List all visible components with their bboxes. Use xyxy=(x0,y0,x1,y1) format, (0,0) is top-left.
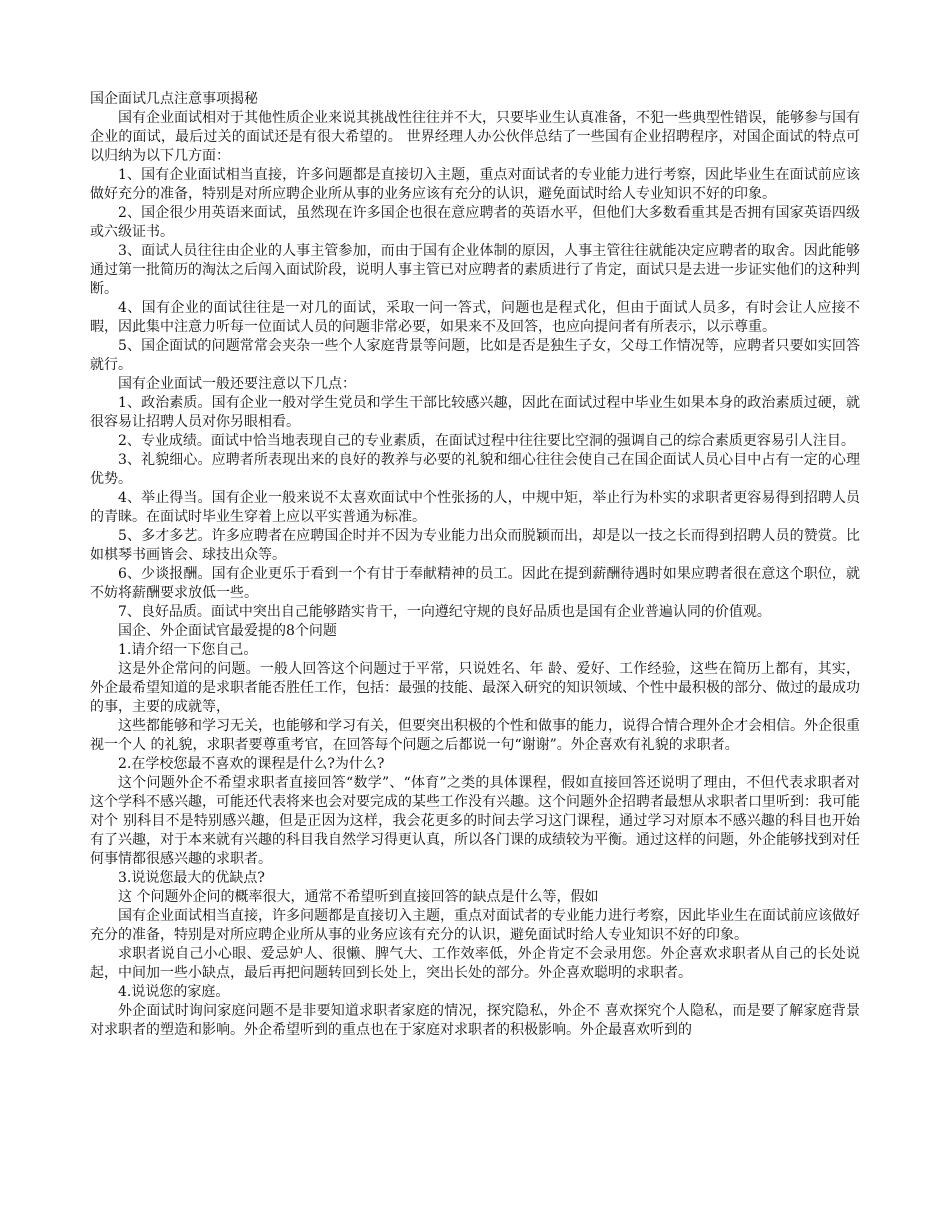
paragraph: 国企、外企面试官最爱提的8个问题 xyxy=(118,623,337,639)
paragraph: 国有企业面试相对于其他性质企业来说其挑战性往往并不大，只要毕业生认真准备，不犯一些典型性错误，能够参与国有企业的面试，最后过关的面试还是有很大希望的。 世界经理人办公伙伴总结了一些国有企业招聘程序，对国企面试的特点可以归纳为以下几方面： xyxy=(90,110,860,164)
paragraph: 4.说说您的家庭。 xyxy=(118,984,230,1000)
paragraph: 1.请介绍一下您自己。 xyxy=(118,642,258,658)
paragraph: 3、面试人员往往由企业的人事主管参加，而由于国有企业体制的原因，人事主管往往就能决定应聘者的取舍。因此能够通过第一批简历的淘汰之后闯入面试阶段，说明人事主管已对应聘者的素质进行了肯定，面试只是去进一步证实他们的这种判断。 xyxy=(90,243,860,297)
paragraph: 4、国有企业的面试往往是一对几的面试，采取一问一答式，问题也是程式化，但由于面试人员多，有时会让人应接不暇，因此集中注意力听每一位面试人员的问题非常必要，如果来不及回答，也应向提问者有所表示，以示尊重。 xyxy=(90,300,860,335)
paragraph: 这是外企常问的问题。一般人回答这个问题过于平常，只说姓名、年 龄、爱好、工作经验，这些在简历上都有，其实，外企最希望知道的是求职者能否胜任工作，包括：最强的技能、最深入研究的知识领域、个性中最积极的部分、做过的最成功的事，主要的成就等， xyxy=(90,661,860,715)
paragraph: 这些都能够和学习无关，也能够和学习有关，但要突出积极的个性和做事的能力，说得合情合理外企才会相信。外企很重视一个人 的礼貌，求职者要尊重考官，在回答每个问题之后都说一句“谢谢”。外企喜欢有礼貌的求职者。 xyxy=(90,718,860,753)
paragraph: 2、国企很少用英语来面试，虽然现在许多国企也很在意应聘者的英语水平，但他们大多数看重其是否拥有国家英语四级或六级证书。 xyxy=(90,205,860,240)
paragraph: 国有企业面试相当直接，许多问题都是直接切入主题，重点对面试者的专业能力进行考察，因此毕业生在面试前应该做好充分的准备，特别是对所应聘企业所从事的业务应该有充分的认识，避免面试时给人专业知识不好的印象。 xyxy=(90,908,860,943)
paragraph: 外企面试时询问家庭问题不是非要知道求职者家庭的情况，探究隐私，外企不 喜欢探究个人隐私，而是要了解家庭背景对求职者的塑造和影响。外企希望听到的重点也在于家庭对求职者的积极影响。外企最喜欢听到的 xyxy=(90,1003,860,1038)
paragraph: 5、国企面试的问题常常会夹杂一些个人家庭背景等问题，比如是否是独生子女，父母工作情况等，应聘者只要如实回答就行。 xyxy=(90,338,860,373)
paragraph: 1、国有企业面试相当直接，许多问题都是直接切入主题，重点对面试者的专业能力进行考察，因此毕业生在面试前应该做好充分的准备，特别是对所应聘企业所从事的业务应该有充分的认识，避免面试时给人专业知识不好的印象。 xyxy=(90,167,860,202)
document-body xyxy=(90,90,860,1040)
paragraph: 求职者说自己小心眼、爱忌妒人、很懒、脾气大、工作效率低，外企肯定不会录用您。外企喜欢求职者从自己的长处说起，中间加一些小缺点，最后再把问题转回到长处上，突出长处的部分。外企喜欢聪明的求职者。 xyxy=(90,946,860,981)
paragraph: 5、多才多艺。许多应聘者在应聘国企时并不因为专业能力出众而脱颖而出，却是以一技之长而得到招聘人员的赞赏。比如棋琴书画皆会、球技出众等。 xyxy=(90,528,860,563)
paragraph: 6、少谈报酬。国有企业更乐于看到一个有甘于奉献精神的员工。因此在提到薪酬待遇时如果应聘者很在意这个职位，就不妨将薪酬要求放低一些。 xyxy=(90,566,860,601)
paragraph: 4、举止得当。国有企业一般来说不太喜欢面试中个性张扬的人，中规中矩，举止行为朴实的求职者更容易得到招聘人员的青睐。在面试时毕业生穿着上应以平实普通为标准。 xyxy=(90,490,860,525)
paragraph: 2.在学校您最不喜欢的课程是什么?为什么? xyxy=(118,756,385,772)
paragraph: 1、政治素质。国有企业一般对学生党员和学生干部比较感兴趣，因此在面试过程中毕业生如果本身的政治素质过硬，就很容易让招聘人员对你另眼相看。 xyxy=(90,395,860,430)
document-title: 国企面试几点注意事项揭秘 xyxy=(90,91,258,107)
paragraph: 3.说说您最大的优缺点? xyxy=(118,870,265,886)
paragraph: 3、礼貌细心。应聘者所表现出来的良好的教养与必要的礼貌和细心往往会使自己在国企面试人员心目中占有一定的心理优势。 xyxy=(90,452,860,487)
paragraph: 7、良好品质。面试中突出自己能够踏实肯干，一向遵纪守规的良好品质也是国有企业普遍认同的价值观。 xyxy=(118,604,771,620)
paragraph: 这 个问题外企问的概率很大，通常不希望听到直接回答的缺点是什么等，假如 xyxy=(118,889,599,905)
paragraph: 2、专业成绩。面试中恰当地表现自己的专业素质，在面试过程中往往要比空洞的强调自己的综合素质更容易引人注目。 xyxy=(118,433,855,449)
paragraph: 这个问题外企不希望求职者直接回答“数学”、“体育”之类的具体课程，假如直接回答还说明了理由，不但代表求职者对这个学科不感兴趣，可能还代表将来也会对要完成的某些工作没有兴趣。这个问题外企招聘者最想从求职者口里听到：我可能对个 别科目不是特别感兴趣，但是正因为这样，我会花更多的时间去学习这门课程，通过学习对原本不感兴趣的科目也开始有了兴趣，对于本来就有兴趣的科目我自然学习得更认真，所以各门课的成绩较为平衡。通过这样的问题，外企能够找到对任何事情都很感兴趣的求职者。 xyxy=(90,775,860,867)
paragraph: 国有企业面试一般还要注意以下几点： xyxy=(118,376,356,392)
